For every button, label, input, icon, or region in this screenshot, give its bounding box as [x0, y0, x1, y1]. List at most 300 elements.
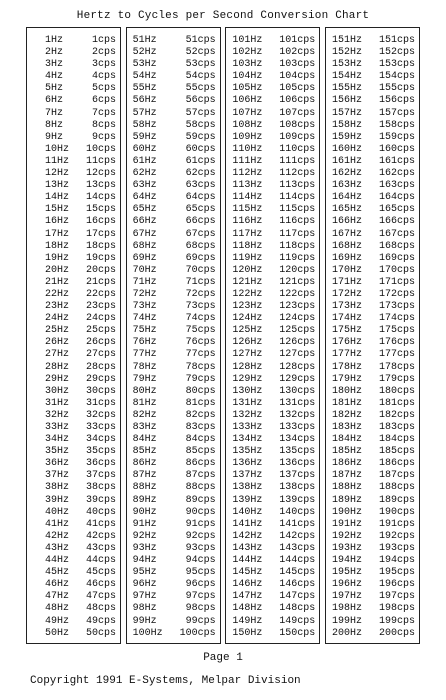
- hertz-value: 93Hz: [132, 542, 157, 554]
- table-row: [326, 289, 419, 301]
- cps-value: 78cps: [185, 361, 216, 373]
- hertz-value: 129Hz: [232, 373, 263, 385]
- table-row: [226, 470, 319, 482]
- hertz-value: 136Hz: [232, 458, 263, 470]
- cps-value: 99cps: [185, 615, 216, 627]
- hertz-value: 11Hz: [45, 155, 70, 167]
- table-row: [27, 71, 120, 83]
- hertz-value: 42Hz: [45, 530, 70, 542]
- cps-value: 8cps: [91, 119, 116, 131]
- hertz-value: 7Hz: [45, 107, 64, 119]
- cps-value: 141cps: [279, 518, 316, 530]
- table-row: [226, 531, 319, 543]
- cps-value: 113cps: [279, 180, 316, 192]
- hertz-value: 133Hz: [232, 422, 263, 433]
- table-row: [326, 216, 419, 228]
- cps-value: 111cps: [279, 155, 316, 167]
- cps-value: 61cps: [185, 155, 216, 167]
- hertz-value: 106Hz: [232, 95, 263, 107]
- table-row: [326, 470, 419, 482]
- hertz-value: 100Hz: [132, 627, 163, 639]
- table-row: [226, 434, 319, 446]
- table-row: [27, 446, 120, 458]
- hertz-value: 55Hz: [132, 83, 157, 95]
- table-row: [226, 180, 319, 192]
- hertz-value: 34Hz: [45, 434, 70, 446]
- cps-value: 12cps: [85, 168, 116, 180]
- hertz-value: 138Hz: [232, 482, 263, 494]
- hertz-value: 119Hz: [232, 252, 263, 264]
- hertz-value: 87Hz: [132, 470, 157, 482]
- hertz-value: 170Hz: [331, 264, 362, 276]
- cps-value: 1cps: [91, 35, 116, 46]
- cps-value: 75cps: [185, 325, 216, 337]
- cps-value: 133cps: [279, 422, 316, 433]
- hertz-value: 98Hz: [132, 603, 157, 615]
- cps-value: 172cps: [378, 288, 415, 300]
- cps-value: 114cps: [279, 192, 316, 204]
- cps-value: 68cps: [185, 240, 216, 252]
- table-row: [326, 628, 419, 640]
- cps-value: 196cps: [378, 579, 415, 591]
- table-row: [127, 458, 220, 470]
- cps-value: 169cps: [378, 252, 415, 264]
- hertz-value: 8Hz: [45, 119, 64, 131]
- table-row: [127, 579, 220, 591]
- hertz-value: 16Hz: [45, 216, 70, 228]
- hertz-value: 172Hz: [331, 288, 362, 300]
- table-row: [127, 132, 220, 144]
- cps-value: 180cps: [378, 385, 415, 397]
- cps-value: 87cps: [185, 470, 216, 482]
- hertz-value: 108Hz: [232, 119, 263, 131]
- hertz-value: 121Hz: [232, 276, 263, 288]
- cps-value: 76cps: [185, 337, 216, 349]
- hertz-value: 140Hz: [232, 506, 263, 518]
- cps-value: 181cps: [378, 397, 415, 409]
- cps-value: 184cps: [378, 434, 415, 446]
- hertz-value: 92Hz: [132, 530, 157, 542]
- hertz-value: 186Hz: [331, 458, 362, 470]
- cps-value: 189cps: [378, 494, 415, 506]
- hertz-value: 180Hz: [331, 385, 362, 397]
- hertz-value: 17Hz: [45, 228, 70, 240]
- cps-value: 30cps: [85, 385, 116, 397]
- hertz-value: 199Hz: [331, 615, 362, 627]
- cps-value: 42cps: [85, 530, 116, 542]
- table-row: [326, 47, 419, 59]
- table-row: [27, 482, 120, 494]
- table-row: [226, 616, 319, 628]
- cps-value: 152cps: [378, 47, 415, 59]
- cps-value: 112cps: [279, 168, 316, 180]
- cps-value: 37cps: [85, 470, 116, 482]
- hertz-value: 179Hz: [331, 373, 362, 385]
- cps-value: 102cps: [279, 47, 316, 59]
- cps-value: 33cps: [85, 422, 116, 433]
- hertz-value: 47Hz: [45, 591, 70, 603]
- hertz-value: 181Hz: [331, 397, 362, 409]
- table-row: [226, 349, 319, 361]
- cps-value: 43cps: [85, 542, 116, 554]
- cps-value: 125cps: [279, 325, 316, 337]
- hertz-value: 167Hz: [331, 228, 362, 240]
- table-row: [226, 265, 319, 277]
- hertz-value: 107Hz: [232, 107, 263, 119]
- hertz-value: 31Hz: [45, 397, 70, 409]
- cps-value: 56cps: [185, 95, 216, 107]
- cps-value: 39cps: [85, 494, 116, 506]
- cps-value: 51cps: [185, 35, 216, 46]
- table-row: [27, 325, 120, 337]
- table-row: [127, 313, 220, 325]
- hertz-value: 78Hz: [132, 361, 157, 373]
- hertz-value: 185Hz: [331, 446, 362, 458]
- hertz-value: 84Hz: [132, 434, 157, 446]
- cps-value: 96cps: [185, 579, 216, 591]
- hertz-value: 45Hz: [45, 567, 70, 579]
- hertz-value: 61Hz: [132, 155, 157, 167]
- hertz-value: 76Hz: [132, 337, 157, 349]
- table-row: [226, 591, 319, 603]
- cps-value: 158cps: [378, 119, 415, 131]
- table-row: [27, 289, 120, 301]
- cps-value: 38cps: [85, 482, 116, 494]
- table-row: [27, 398, 120, 410]
- hertz-value: 44Hz: [45, 555, 70, 567]
- hertz-value: 56Hz: [132, 95, 157, 107]
- hertz-value: 38Hz: [45, 482, 70, 494]
- cps-value: 109cps: [279, 131, 316, 143]
- table-row: [326, 59, 419, 71]
- cps-value: 88cps: [185, 482, 216, 494]
- cps-value: 174cps: [378, 313, 415, 325]
- hertz-value: 176Hz: [331, 337, 362, 349]
- table-row: [326, 229, 419, 241]
- hertz-value: 126Hz: [232, 337, 263, 349]
- table-row: [127, 156, 220, 168]
- table-row: [226, 374, 319, 386]
- hertz-value: 151Hz: [331, 35, 362, 46]
- table-row: [326, 337, 419, 349]
- hertz-value: 71Hz: [132, 276, 157, 288]
- cps-value: 70cps: [185, 264, 216, 276]
- hertz-value: 134Hz: [232, 434, 263, 446]
- hertz-value: 120Hz: [232, 264, 263, 276]
- cps-value: 97cps: [185, 591, 216, 603]
- cps-value: 153cps: [378, 59, 415, 71]
- cps-value: 132cps: [279, 409, 316, 421]
- cps-value: 5cps: [91, 83, 116, 95]
- cps-value: 146cps: [279, 579, 316, 591]
- hertz-value: 177Hz: [331, 349, 362, 361]
- table-row: [127, 277, 220, 289]
- table-row: [326, 156, 419, 168]
- cps-value: 66cps: [185, 216, 216, 228]
- hertz-value: 3Hz: [45, 59, 64, 71]
- cps-value: 13cps: [85, 180, 116, 192]
- cps-value: 32cps: [85, 409, 116, 421]
- cps-value: 45cps: [85, 567, 116, 579]
- hertz-value: 18Hz: [45, 240, 70, 252]
- table-row: [326, 253, 419, 265]
- table-row: [27, 180, 120, 192]
- hertz-value: 165Hz: [331, 204, 362, 216]
- cps-value: 47cps: [85, 591, 116, 603]
- hertz-value: 114Hz: [232, 192, 263, 204]
- table-row: [226, 108, 319, 120]
- hertz-value: 35Hz: [45, 446, 70, 458]
- cps-value: 167cps: [378, 228, 415, 240]
- cps-value: 20cps: [85, 264, 116, 276]
- hertz-value: 110Hz: [232, 143, 263, 155]
- hertz-value: 14Hz: [45, 192, 70, 204]
- table-row: [127, 349, 220, 361]
- hertz-value: 160Hz: [331, 143, 362, 155]
- cps-value: 95cps: [185, 567, 216, 579]
- hertz-value: 51Hz: [132, 35, 157, 46]
- hertz-value: 75Hz: [132, 325, 157, 337]
- table-row: [226, 83, 319, 95]
- table-row: [127, 446, 220, 458]
- cps-value: 59cps: [185, 131, 216, 143]
- hertz-value: 156Hz: [331, 95, 362, 107]
- table-row: [127, 204, 220, 216]
- cps-value: 83cps: [185, 422, 216, 433]
- hertz-value: 94Hz: [132, 555, 157, 567]
- table-row: [27, 531, 120, 543]
- cps-value: 62cps: [185, 168, 216, 180]
- hertz-value: 174Hz: [331, 313, 362, 325]
- hertz-value: 122Hz: [232, 288, 263, 300]
- table-row: [27, 95, 120, 107]
- hertz-value: 66Hz: [132, 216, 157, 228]
- hertz-value: 85Hz: [132, 446, 157, 458]
- hertz-value: 123Hz: [232, 301, 263, 313]
- cps-value: 94cps: [185, 555, 216, 567]
- hertz-value: 173Hz: [331, 301, 362, 313]
- table-row: [226, 325, 319, 337]
- cps-value: 100cps: [179, 627, 216, 639]
- cps-value: 143cps: [279, 542, 316, 554]
- cps-value: 24cps: [85, 313, 116, 325]
- table-row: [326, 71, 419, 83]
- cps-value: 136cps: [279, 458, 316, 470]
- table-row: [27, 603, 120, 615]
- hertz-value: 161Hz: [331, 155, 362, 167]
- table-row: [127, 71, 220, 83]
- table-row: [226, 156, 319, 168]
- cps-value: 6cps: [91, 95, 116, 107]
- cps-value: 79cps: [185, 373, 216, 385]
- hertz-value: 88Hz: [132, 482, 157, 494]
- cps-value: 118cps: [279, 240, 316, 252]
- table-row: [226, 277, 319, 289]
- cps-value: 173cps: [378, 301, 415, 313]
- hertz-value: 26Hz: [45, 337, 70, 349]
- hertz-value: 67Hz: [132, 228, 157, 240]
- table-row: [226, 422, 319, 434]
- cps-value: 129cps: [279, 373, 316, 385]
- table-row: [226, 567, 319, 579]
- table-row: [127, 555, 220, 567]
- cps-value: 90cps: [185, 506, 216, 518]
- cps-value: 191cps: [378, 518, 415, 530]
- hertz-value: 162Hz: [331, 168, 362, 180]
- cps-value: 108cps: [279, 119, 316, 131]
- table-row: [127, 59, 220, 71]
- cps-value: 10cps: [85, 143, 116, 155]
- hertz-value: 97Hz: [132, 591, 157, 603]
- table-row: [226, 458, 319, 470]
- hertz-value: 103Hz: [232, 59, 263, 71]
- table-row: [127, 507, 220, 519]
- table-row: [226, 192, 319, 204]
- table-row: [27, 374, 120, 386]
- cps-value: 11cps: [85, 155, 116, 167]
- cps-value: 161cps: [378, 155, 415, 167]
- table-row: [226, 204, 319, 216]
- hertz-value: 83Hz: [132, 422, 157, 433]
- hertz-value: 195Hz: [331, 567, 362, 579]
- table-row: [226, 398, 319, 410]
- cps-value: 31cps: [85, 397, 116, 409]
- cps-value: 119cps: [279, 252, 316, 264]
- hertz-value: 112Hz: [232, 168, 263, 180]
- cps-value: 89cps: [185, 494, 216, 506]
- table-column-1: [26, 27, 121, 644]
- cps-value: 151cps: [378, 35, 415, 46]
- table-row: [27, 628, 120, 640]
- hertz-value: 164Hz: [331, 192, 362, 204]
- hertz-value: 52Hz: [132, 47, 157, 59]
- hertz-value: 196Hz: [331, 579, 362, 591]
- hertz-value: 198Hz: [331, 603, 362, 615]
- cps-value: 128cps: [279, 361, 316, 373]
- table-row: [127, 253, 220, 265]
- cps-value: 19cps: [85, 252, 116, 264]
- hertz-value: 22Hz: [45, 288, 70, 300]
- hertz-value: 60Hz: [132, 143, 157, 155]
- cps-value: 144cps: [279, 555, 316, 567]
- table-row: [226, 313, 319, 325]
- hertz-value: 73Hz: [132, 301, 157, 313]
- cps-value: 85cps: [185, 446, 216, 458]
- cps-value: 166cps: [378, 216, 415, 228]
- table-row: [27, 265, 120, 277]
- cps-value: 67cps: [185, 228, 216, 240]
- cps-value: 35cps: [85, 446, 116, 458]
- table-row: [27, 216, 120, 228]
- table-row: [226, 386, 319, 398]
- hertz-value: 21Hz: [45, 276, 70, 288]
- hertz-value: 40Hz: [45, 506, 70, 518]
- table-row: [326, 108, 419, 120]
- hertz-value: 32Hz: [45, 409, 70, 421]
- cps-value: 9cps: [91, 131, 116, 143]
- cps-value: 131cps: [279, 397, 316, 409]
- table-row: [27, 120, 120, 132]
- cps-value: 165cps: [378, 204, 415, 216]
- hertz-value: 132Hz: [232, 409, 263, 421]
- hertz-value: 153Hz: [331, 59, 362, 71]
- cps-value: 36cps: [85, 458, 116, 470]
- cps-value: 46cps: [85, 579, 116, 591]
- hertz-value: 159Hz: [331, 131, 362, 143]
- hertz-value: 81Hz: [132, 397, 157, 409]
- table-row: [127, 398, 220, 410]
- cps-value: 140cps: [279, 506, 316, 518]
- hertz-value: 105Hz: [232, 83, 263, 95]
- hertz-value: 29Hz: [45, 373, 70, 385]
- hertz-value: 175Hz: [331, 325, 362, 337]
- hertz-value: 130Hz: [232, 385, 263, 397]
- hertz-value: 169Hz: [331, 252, 362, 264]
- hertz-value: 197Hz: [331, 591, 362, 603]
- cps-value: 178cps: [378, 361, 415, 373]
- cps-value: 65cps: [185, 204, 216, 216]
- table-row: [127, 241, 220, 253]
- cps-value: 175cps: [378, 325, 415, 337]
- table-row: [127, 216, 220, 228]
- cps-value: 28cps: [85, 361, 116, 373]
- cps-value: 60cps: [185, 143, 216, 155]
- table-row: [326, 374, 419, 386]
- cps-value: 54cps: [185, 71, 216, 83]
- cps-value: 63cps: [185, 180, 216, 192]
- cps-value: 93cps: [185, 542, 216, 554]
- cps-value: 91cps: [185, 518, 216, 530]
- table-row: [226, 495, 319, 507]
- table-row: [226, 241, 319, 253]
- cps-value: 162cps: [378, 168, 415, 180]
- hertz-value: 194Hz: [331, 555, 362, 567]
- hertz-value: 163Hz: [331, 180, 362, 192]
- hertz-value: 182Hz: [331, 409, 362, 421]
- table-row: [226, 507, 319, 519]
- hertz-value: 142Hz: [232, 530, 263, 542]
- table-row: [326, 591, 419, 603]
- table-row: [127, 192, 220, 204]
- hertz-value: 115Hz: [232, 204, 263, 216]
- hertz-value: 49Hz: [45, 615, 70, 627]
- hertz-value: 101Hz: [232, 35, 263, 46]
- hertz-value: 13Hz: [45, 180, 70, 192]
- table-row: [27, 156, 120, 168]
- cps-value: 156cps: [378, 95, 415, 107]
- cps-value: 52cps: [185, 47, 216, 59]
- table-row: [326, 95, 419, 107]
- table-row: [326, 507, 419, 519]
- hertz-value: 1Hz: [45, 35, 64, 46]
- cps-value: 71cps: [185, 276, 216, 288]
- hertz-value: 23Hz: [45, 301, 70, 313]
- cps-value: 126cps: [279, 337, 316, 349]
- hertz-value: 4Hz: [45, 71, 64, 83]
- hertz-value: 53Hz: [132, 59, 157, 71]
- cps-value: 148cps: [279, 603, 316, 615]
- hertz-value: 65Hz: [132, 204, 157, 216]
- table-row: [127, 591, 220, 603]
- cps-value: 64cps: [185, 192, 216, 204]
- hertz-value: 6Hz: [45, 95, 64, 107]
- cps-value: 160cps: [378, 143, 415, 155]
- cps-value: 18cps: [85, 240, 116, 252]
- table-row: [326, 265, 419, 277]
- cps-value: 188cps: [378, 482, 415, 494]
- cps-value: 107cps: [279, 107, 316, 119]
- cps-value: 7cps: [91, 107, 116, 119]
